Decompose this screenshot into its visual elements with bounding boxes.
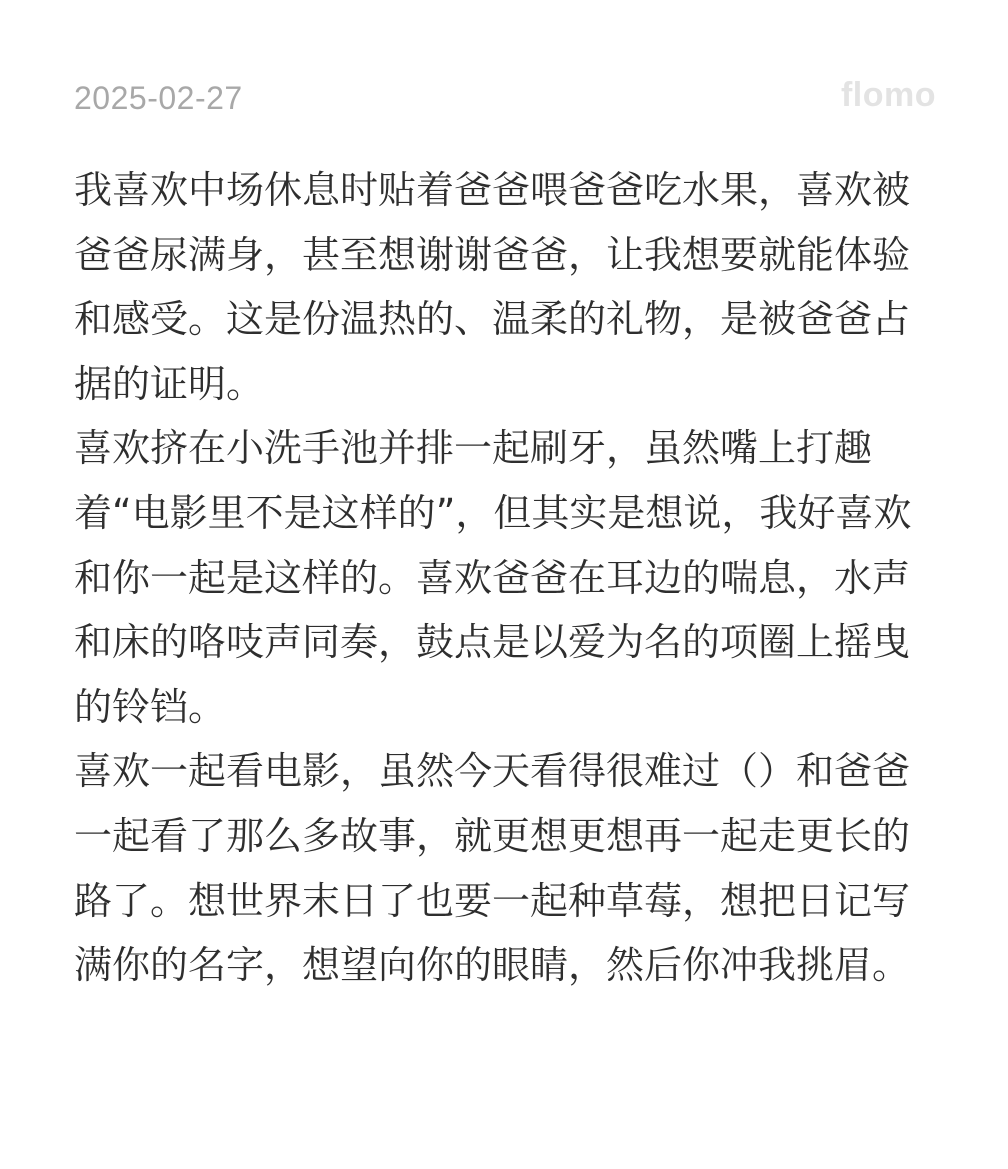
- memo-paragraph: 喜欢挤在小洗手池并排一起刷牙，虽然嘴上打趣着“电影里不是这样的”，但其实是想说，我好喜欢和你一起是这样的。喜欢爸爸在耳边的喘息，水声和床的咯吱声同奏，鼓点是以爱为名的项圈上摇曳的铃铛。: [74, 426, 912, 729]
- memo-content: [74, 158, 936, 998]
- memo-paragraph: 喜欢一起看电影，虽然今天看得很难过（）和爸爸一起看了那么多故事，就更想更想再一起走更长的路了。想世界末日了也要一起种草莓，想把日记写满你的名字，想望向你的眼睛，然后你冲我挑眉。: [74, 749, 911, 988]
- memo-date: 2025-02-27: [74, 80, 243, 116]
- brand-logo: flomo: [840, 76, 936, 114]
- memo-header: [74, 76, 936, 126]
- memo-paragraph: 我喜欢中场休息时贴着爸爸喂爸爸吃水果，喜欢被爸爸尿满身，甚至想谢谢爸爸，让我想要就能体验和感受。这是份温热的、温柔的礼物，是被爸爸占据的证明。: [74, 168, 911, 406]
